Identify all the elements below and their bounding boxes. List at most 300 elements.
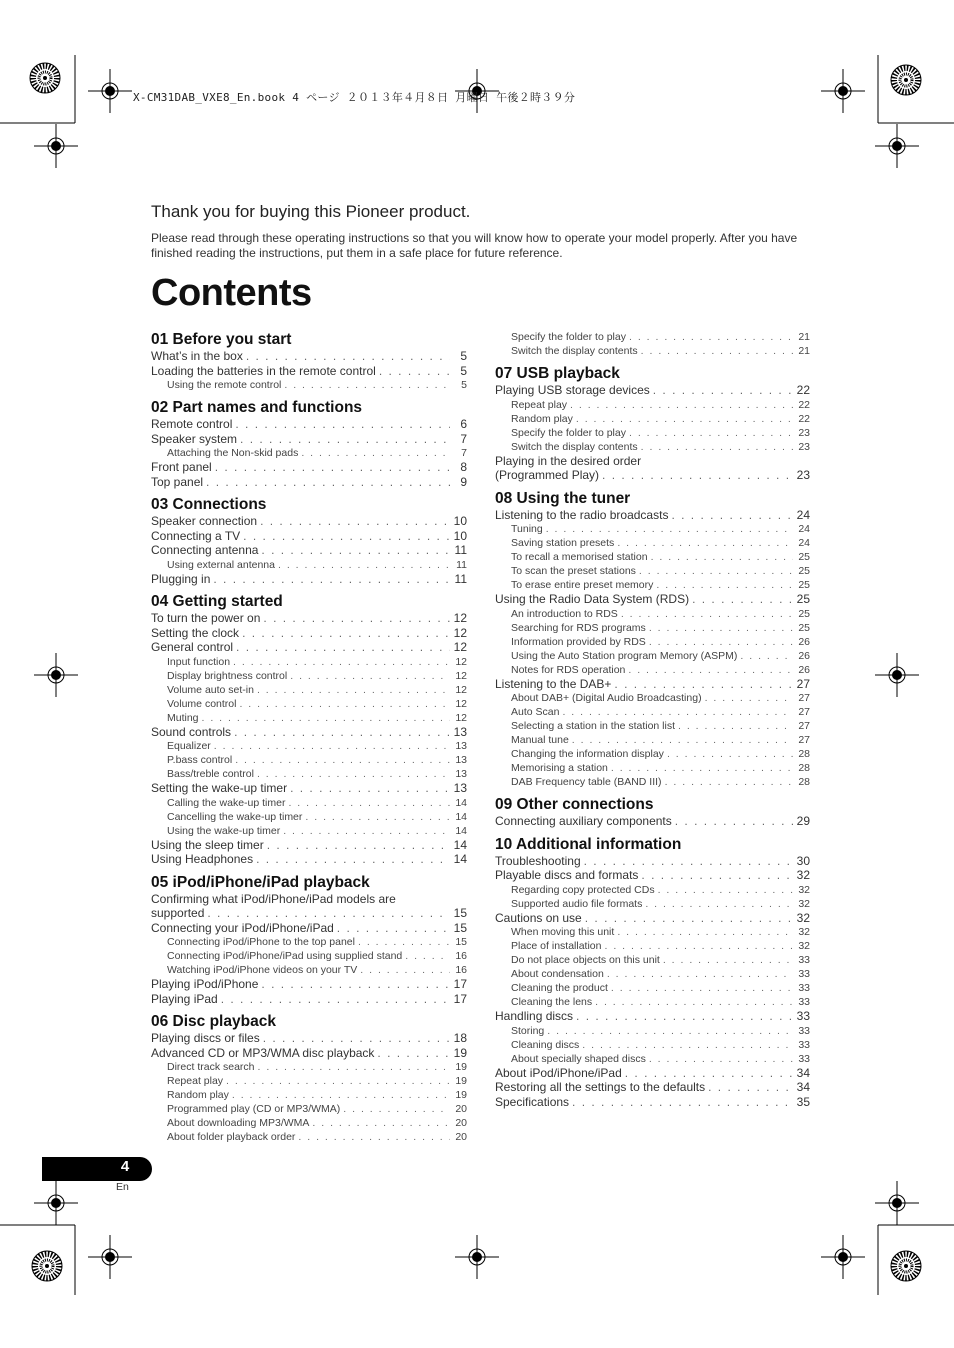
toc-subentry[interactable] (495, 719, 810, 733)
toc-entry-label: Plugging in (151, 571, 211, 586)
toc-subentry[interactable] (495, 344, 810, 358)
toc-entry[interactable] (151, 1031, 467, 1046)
toc-subentry[interactable] (495, 635, 810, 649)
toc-entry-label: (Programmed Play) (495, 468, 600, 482)
star-target-icon (32, 1251, 62, 1281)
toc-section-title: 01 Before you start (151, 331, 292, 348)
toc-subentry[interactable] (151, 1088, 467, 1102)
toc-entry-label: supported (151, 906, 205, 920)
toc-leader-dots (617, 536, 793, 550)
toc-page-number: 25 (798, 565, 810, 577)
toc-subentry[interactable] (151, 767, 467, 781)
toc-entry-label: To erase entire preset memory (511, 579, 654, 591)
toc-page-number: 27 (798, 706, 810, 718)
toc-page-number: 27 (798, 692, 810, 704)
toc-leader-dots (665, 775, 793, 789)
toc-subentry[interactable] (495, 578, 810, 592)
toc-subentry[interactable] (495, 426, 810, 440)
toc-subentry[interactable] (495, 733, 810, 747)
toc-entry[interactable] (151, 992, 467, 1007)
toc-subentry[interactable] (151, 796, 467, 810)
toc-section-title: 10 Additional information (495, 835, 682, 853)
toc-page-number: 11 (456, 558, 467, 571)
toc-subentry[interactable] (495, 398, 810, 412)
toc-entry-label: Playable discs and formats (495, 868, 639, 882)
toc-entry-label: Listening to the DAB+ (495, 676, 612, 691)
toc-section (151, 495, 467, 586)
toc-subentry[interactable] (495, 330, 810, 344)
toc-page-number: 33 (798, 954, 810, 966)
toc-entry[interactable] (495, 911, 810, 926)
toc-leader-dots (611, 981, 793, 995)
toc-entry-label: Searching for RDS programs (511, 621, 646, 634)
toc-entry[interactable] (495, 508, 810, 523)
toc-entry[interactable] (495, 1009, 810, 1024)
toc-leader-dots (625, 1066, 793, 1081)
toc-subentry[interactable] (495, 691, 810, 705)
toc-left-column (151, 330, 467, 1150)
toc-subentry[interactable] (495, 883, 810, 897)
toc-entry[interactable] (495, 1066, 810, 1081)
toc-leader-dots (576, 1009, 793, 1024)
toc-entry-label: Cancelling the wake-up timer (167, 810, 303, 823)
toc-entry-label: Connecting auxiliary components (495, 814, 672, 828)
registration-mark-icon (875, 653, 919, 697)
toc-page-number: 32 (798, 926, 810, 938)
toc-leader-dots (641, 440, 793, 454)
toc-leader-dots (602, 468, 793, 483)
toc-page-number: 13 (453, 781, 467, 795)
toc-leader-dots (257, 683, 450, 697)
toc-subentry[interactable] (151, 753, 467, 767)
toc-entry[interactable] (495, 814, 810, 829)
toc-page-number: 14 (455, 824, 467, 837)
toc-section (151, 330, 467, 392)
toc-page-number: 27 (798, 734, 810, 746)
toc-page-number: 15 (453, 906, 467, 920)
toc-section (495, 795, 810, 829)
toc-page-number: 20 (455, 1131, 467, 1143)
star-target-icon (30, 63, 60, 93)
toc-leader-dots (236, 640, 450, 655)
toc-entry-label: Playing in the desired order (495, 453, 642, 468)
toc-subentry[interactable] (495, 939, 810, 953)
toc-leader-dots (278, 558, 450, 572)
toc-entry-label: Sound controls (151, 724, 232, 739)
toc-leader-dots (240, 432, 450, 447)
toc-entry-label: Speaker system (151, 431, 238, 446)
toc-subentry[interactable] (495, 897, 810, 911)
toc-leader-dots (283, 824, 450, 838)
toc-leader-dots (206, 475, 450, 490)
toc-right-column (495, 330, 810, 1115)
toc-leader-dots (572, 1095, 793, 1110)
star-target-icon (891, 65, 921, 95)
toc-subentry[interactable] (151, 963, 467, 977)
toc-subentry[interactable] (495, 649, 810, 663)
toc-page-number: 12 (455, 697, 467, 710)
toc-leader-dots (239, 697, 450, 711)
toc-subentry[interactable] (495, 953, 810, 967)
toc-page-number: 12 (453, 640, 467, 654)
toc-subentry[interactable] (151, 1060, 467, 1074)
toc-leader-dots (653, 383, 793, 398)
toc-entry[interactable] (151, 611, 467, 626)
toc-leader-dots (604, 939, 793, 953)
toc-leader-dots (288, 796, 450, 810)
toc-entry[interactable] (151, 514, 467, 529)
toc-entry-label: Calling the wake-up timer (167, 796, 286, 809)
toc-page-number: 33 (798, 982, 810, 994)
toc-entry[interactable] (151, 364, 467, 379)
toc-entry-label: Using Headphones (151, 852, 254, 866)
toc-page-number: 23 (796, 468, 810, 482)
toc-page-number: 28 (798, 776, 810, 788)
toc-leader-dots (257, 767, 450, 781)
toc-subentry[interactable] (495, 412, 810, 426)
toc-subentry[interactable] (495, 663, 810, 677)
toc-entry[interactable] (151, 475, 467, 490)
toc-entry[interactable] (151, 417, 467, 432)
toc-page-number: 24 (796, 507, 810, 522)
toc-leader-dots (641, 344, 793, 358)
toc-leader-dots (649, 621, 793, 635)
toc-page-number: 20 (455, 1117, 467, 1129)
toc-page-number: 21 (798, 345, 810, 357)
page-number: 4 (120, 1158, 130, 1175)
toc-leader-dots (651, 550, 793, 564)
toc-entry-label: Equalizer (167, 740, 211, 752)
toc-leader-dots (621, 607, 793, 621)
toc-entry-label: What’s in the box (151, 349, 243, 363)
toc-entry[interactable] (151, 977, 467, 992)
toc-leader-dots (645, 897, 793, 911)
toc-page-number: 13 (453, 724, 467, 739)
toc-section (151, 592, 467, 867)
toc-page-number: 26 (798, 663, 810, 676)
toc-leader-dots (221, 992, 450, 1007)
toc-section (495, 330, 810, 358)
toc-entry[interactable] (151, 529, 467, 544)
toc-entry-label: Repeat play (511, 398, 568, 411)
toc-leader-dots (290, 781, 450, 796)
toc-entry[interactable] (495, 383, 810, 398)
toc-subentry[interactable] (495, 747, 810, 761)
printer-header: X-CM31DAB_VXE8_En.book 4 ページ ２０１３年４月８日 月曜日 午後２時３９分 (133, 91, 576, 104)
registration-mark-icon (455, 1235, 499, 1279)
registration-mark-icon (821, 69, 865, 113)
toc-entry[interactable] (495, 1080, 810, 1095)
toc-entry[interactable] (495, 868, 810, 883)
toc-page-number: 32 (796, 910, 810, 925)
toc-subentry[interactable] (151, 683, 467, 697)
toc-section (151, 398, 467, 489)
toc-entry-label: Supported audio file formats (511, 897, 643, 910)
toc-subentry[interactable] (151, 1116, 467, 1130)
toc-entry-label: Display brightness control (167, 669, 288, 682)
toc-entry-label: Cleaning the product (511, 982, 608, 994)
toc-entry-label: Changing the information display (511, 748, 664, 760)
toc-subentry[interactable] (495, 607, 810, 621)
toc-subentry[interactable] (495, 564, 810, 578)
toc-page-number: 20 (455, 1103, 467, 1115)
toc-entry-label: Restoring all the settings to the defaults (495, 1080, 706, 1094)
toc-subentry[interactable] (151, 1102, 467, 1116)
toc-page-number: 14 (455, 810, 467, 823)
toc-page-number: 5 (460, 363, 467, 378)
toc-subentry[interactable] (495, 522, 810, 536)
toc-leader-dots (379, 364, 450, 379)
toc-page-number: 15 (453, 920, 467, 935)
toc-leader-dots (671, 508, 793, 523)
toc-subentry[interactable] (151, 446, 467, 460)
toc-page-number: 26 (798, 649, 810, 662)
toc-page-number: 33 (798, 968, 810, 980)
toc-leader-dots (235, 417, 450, 432)
toc-entry-label: Specify the folder to play (511, 426, 626, 439)
toc-subentry[interactable] (151, 824, 467, 838)
toc-entry-label: Using the wake-up timer (167, 824, 281, 837)
toc-page-number: 23 (798, 440, 810, 453)
page-language: En (116, 1181, 129, 1193)
toc-section-title: 04 Getting started (151, 593, 283, 610)
toc-page-number: 25 (798, 579, 810, 591)
toc-page-number: 5 (461, 379, 467, 391)
toc-entry-label: About downloading MP3/WMA (167, 1117, 310, 1129)
toc-entry-label: Advanced CD or MP3/WMA disc playback (151, 1045, 375, 1060)
toc-section (495, 489, 810, 790)
toc-subentry[interactable] (495, 775, 810, 789)
toc-entry-label: Top panel (151, 474, 204, 489)
toc-entry[interactable] (151, 432, 467, 447)
toc-entry[interactable] (151, 572, 467, 587)
toc-page-number: 24 (798, 523, 810, 535)
toc-entry[interactable] (151, 921, 467, 936)
toc-subentry[interactable] (151, 739, 467, 753)
toc-entry[interactable] (151, 906, 467, 921)
toc-subentry[interactable] (151, 935, 467, 949)
toc-subentry[interactable] (495, 925, 810, 939)
toc-subentry[interactable] (495, 967, 810, 981)
toc-page-number: 35 (796, 1094, 810, 1109)
toc-entry[interactable] (151, 838, 467, 853)
toc-entry-label: Attaching the Non-skid pads (167, 447, 299, 459)
toc-entry-label: To turn the power on (151, 611, 261, 625)
toc-page-number: 27 (798, 720, 810, 732)
toc-entry[interactable] (495, 854, 810, 869)
toc-page-number: 11 (454, 571, 467, 586)
toc-leader-dots (263, 1031, 450, 1046)
toc-subentry[interactable] (495, 550, 810, 564)
toc-entry[interactable] (495, 592, 810, 607)
toc-subentry[interactable] (151, 378, 467, 392)
toc-page-number: 16 (455, 950, 467, 962)
toc-subentry[interactable] (495, 1052, 810, 1066)
toc-page-number: 30 (796, 853, 810, 868)
toc-page-number: 5 (460, 349, 467, 363)
toc-leader-dots (215, 460, 450, 475)
toc-entry[interactable] (151, 543, 467, 558)
toc-leader-dots (570, 398, 793, 412)
toc-subentry[interactable] (151, 669, 467, 683)
toc-entry-label: Playing iPod/iPhone (151, 977, 259, 991)
toc-entry-label: Connecting iPod/iPhone/iPad using supplied stand (167, 950, 403, 962)
toc-entry-label: Switch the display contents (511, 440, 638, 453)
toc-leader-dots (260, 514, 450, 529)
toc-leader-dots (692, 592, 793, 607)
toc-subentry[interactable] (495, 761, 810, 775)
toc-subentry[interactable] (495, 705, 810, 719)
toc-leader-dots (611, 761, 793, 775)
registration-mark-icon (34, 1181, 78, 1225)
registration-mark-icon (34, 124, 78, 168)
toc-entry[interactable] (151, 460, 467, 475)
toc-entry-label: Remote control (151, 417, 233, 431)
toc-page-number: 33 (798, 1052, 810, 1065)
toc-entry[interactable] (151, 640, 467, 655)
toc-subentry[interactable] (151, 1074, 467, 1088)
toc-page-number: 12 (455, 669, 467, 682)
toc-page-number: 21 (798, 331, 810, 343)
toc-entry-label: Random play (167, 1089, 229, 1101)
toc-entry[interactable] (495, 468, 810, 483)
toc-entry[interactable] (151, 349, 467, 364)
toc-page-number: 23 (798, 426, 810, 439)
toc-page-number: 13 (455, 768, 467, 780)
toc-entry-label: Manual tune (511, 734, 569, 746)
toc-subentry[interactable] (495, 1024, 810, 1038)
toc-entry[interactable] (151, 626, 467, 641)
toc-entry-label: Cleaning the lens (511, 996, 593, 1008)
toc-entry-label: Specifications (495, 1094, 570, 1109)
toc-entry-label: Playing discs or files (151, 1031, 260, 1045)
toc-entry[interactable] (151, 781, 467, 796)
toc-subentry[interactable] (151, 655, 467, 669)
toc-page-number: 24 (798, 537, 810, 549)
toc-leader-dots (678, 719, 793, 733)
toc-subentry[interactable] (151, 810, 467, 824)
toc-page-number: 16 (455, 964, 467, 976)
registration-mark-icon (875, 1181, 919, 1225)
toc-page-number: 12 (455, 711, 467, 724)
toc-entry-label: Volume auto set-in (167, 683, 254, 696)
registration-mark-icon (821, 1235, 865, 1279)
toc-page-number: 32 (798, 897, 810, 910)
toc-subentry[interactable] (151, 949, 467, 963)
toc-leader-dots (301, 446, 450, 460)
toc-leader-dots (614, 677, 793, 692)
toc-page-number: 32 (798, 883, 810, 896)
toc-entry-label: Setting the wake-up timer (151, 781, 288, 795)
toc-section-title: 03 Connections (151, 496, 267, 513)
toc-entry-label: Bass/treble control (167, 768, 254, 780)
toc-page-number: 14 (455, 796, 467, 809)
toc-subentry[interactable] (495, 536, 810, 550)
toc-leader-dots (639, 564, 793, 578)
toc-entry-label: Using the sleep timer (151, 837, 264, 852)
toc-subentry[interactable] (495, 440, 810, 454)
toc-entry-label: About iPod/iPhone/iPad (495, 1065, 622, 1080)
registration-mark-icon (88, 1235, 132, 1279)
toc-entry-label: Tuning (511, 523, 543, 535)
toc-entry-label: Direct track search (167, 1061, 255, 1073)
toc-subentry[interactable] (151, 1130, 467, 1144)
toc-leader-dots (343, 1102, 450, 1116)
toc-page-number: 32 (798, 940, 810, 952)
toc-subentry[interactable] (495, 1038, 810, 1052)
toc-leader-dots (242, 626, 450, 641)
toc-page-number: 26 (798, 635, 810, 648)
toc-subentry[interactable] (151, 697, 467, 711)
toc-entry[interactable] (495, 1095, 810, 1110)
toc-leader-dots (207, 906, 450, 921)
toc-leader-dots (617, 925, 793, 939)
toc-subentry[interactable] (495, 621, 810, 635)
toc-section (151, 873, 467, 1007)
toc-leader-dots (246, 349, 450, 364)
toc-leader-dots (595, 995, 793, 1009)
toc-page-number: 12 (455, 655, 467, 668)
toc-page-number: 17 (453, 991, 467, 1006)
toc-section-title: 08 Using the tuner (495, 489, 631, 507)
toc-leader-dots (235, 753, 450, 767)
toc-leader-dots (405, 949, 450, 963)
toc-subentry[interactable] (151, 558, 467, 572)
toc-leader-dots (649, 635, 793, 649)
toc-subentry[interactable] (495, 995, 810, 1009)
toc-page-number: 27 (796, 676, 810, 691)
toc-entry[interactable] (151, 852, 467, 867)
toc-page-number: 12 (453, 611, 467, 625)
toc-entry[interactable] (151, 725, 467, 740)
toc-page-number: 28 (798, 762, 810, 774)
toc-subentry[interactable] (151, 711, 467, 725)
toc-leader-dots (360, 963, 450, 977)
toc-page-number: 13 (455, 740, 467, 752)
page-title: Contents (151, 272, 312, 314)
toc-page-number: 22 (796, 383, 810, 397)
toc-entry-label: Memorising a station (511, 762, 608, 774)
toc-leader-dots (708, 1080, 793, 1095)
toc-page-number: 9 (460, 474, 467, 489)
toc-entry-label: Troubleshooting (495, 853, 581, 868)
toc-leader-dots (377, 1046, 450, 1061)
toc-page-number: 6 (460, 417, 467, 431)
toc-entry-label: Repeat play (167, 1075, 224, 1087)
toc-leader-dots (312, 1116, 450, 1130)
toc-page-number: 19 (453, 1045, 467, 1060)
toc-entry[interactable] (495, 454, 810, 469)
toc-entry-label: Loading the batteries in the remote control (151, 363, 376, 378)
toc-entry[interactable] (151, 892, 467, 907)
toc-entry-label: About DAB+ (Digital Audio Broadcasting) (511, 692, 702, 704)
toc-subentry[interactable] (495, 981, 810, 995)
registration-mark-icon (88, 69, 132, 113)
toc-section-title: 05 iPod/iPhone/iPad playback (151, 873, 370, 891)
toc-page-number: 34 (796, 1080, 810, 1094)
toc-entry-label: Cleaning discs (511, 1038, 580, 1051)
toc-entry-label: To recall a memorised station (511, 551, 648, 563)
toc-entry-label: About folder playback order (167, 1131, 296, 1143)
toc-entry-label: Handling discs (495, 1009, 574, 1023)
toc-entry[interactable] (151, 1046, 467, 1061)
toc-page-number: 25 (798, 551, 810, 563)
toc-entry-label: Place of installation (511, 940, 602, 952)
toc-entry-label: Connecting iPod/iPhone to the top panel (167, 936, 355, 948)
toc-entry[interactable] (495, 677, 810, 692)
toc-page-number: 33 (796, 1009, 810, 1023)
toc-leader-dots (562, 705, 793, 719)
